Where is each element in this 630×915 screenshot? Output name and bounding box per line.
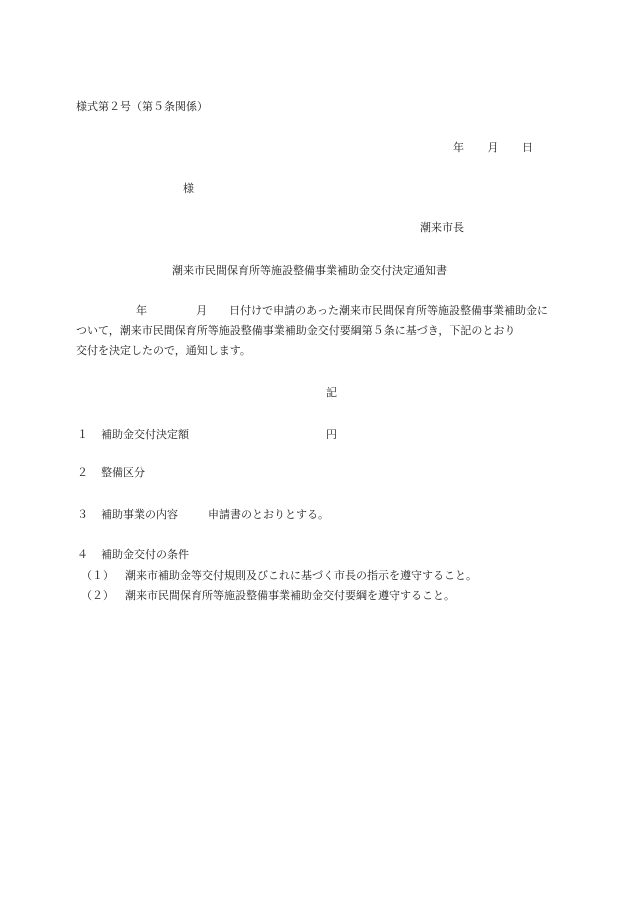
item-project-content — [77, 509, 178, 520]
body-line-2: ついて，潮来市民間保育所等施設整備事業補助金交付要綱第５条に基づき，下記のとおり — [76, 324, 516, 337]
item-number: ３ — [77, 508, 88, 521]
condition-number: （２） — [81, 589, 114, 602]
date-day-label: 日 — [522, 141, 533, 154]
item-project-content-value: 申請書のとおりとする。 — [208, 508, 329, 521]
date-month-label: 月 — [487, 141, 499, 154]
body-month-label: 月 — [196, 304, 208, 317]
item-label: 補助金交付決定額 — [101, 428, 189, 441]
item-number: １ — [77, 428, 88, 441]
item-label: 補助事業の内容 — [101, 508, 178, 521]
body-year-label: 年 — [136, 304, 147, 317]
condition-item — [81, 590, 455, 601]
condition-text: 潮来市民間保育所等施設整備事業補助金交付要綱を遵守すること。 — [125, 589, 455, 602]
item-category — [77, 467, 145, 478]
form-label: 様式第２号（第５条関係） — [76, 100, 208, 113]
condition-text: 潮来市補助金等交付規則及びこれに基づく市長の指示を遵守すること。 — [125, 569, 477, 582]
body-line-3: 交付を決定したので，通知します。 — [76, 344, 251, 357]
yen-unit: 円 — [326, 428, 337, 441]
condition-item — [81, 570, 477, 581]
item-number: ４ — [77, 548, 88, 561]
ki-heading: 記 — [326, 386, 337, 399]
item-grant-amount — [77, 429, 189, 440]
document-title: 潮来市民間保育所等施設整備事業補助金交付決定通知書 — [172, 264, 447, 277]
item-label: 整備区分 — [101, 466, 145, 479]
body-line-1-text: 日付けで申請のあった潮来市民間保育所等施設整備事業補助金に — [229, 304, 548, 317]
date-line — [453, 142, 533, 153]
condition-number: （１） — [81, 569, 114, 582]
item-conditions — [77, 549, 189, 560]
body-line-1 — [76, 305, 548, 316]
body-date-blanks — [76, 305, 207, 316]
item-label: 補助金交付の条件 — [101, 548, 189, 561]
item-number: ２ — [77, 466, 88, 479]
date-year-label: 年 — [453, 141, 464, 154]
addressee-suffix: 様 — [183, 182, 194, 195]
issuer-name: 潮来市長 — [420, 221, 464, 234]
